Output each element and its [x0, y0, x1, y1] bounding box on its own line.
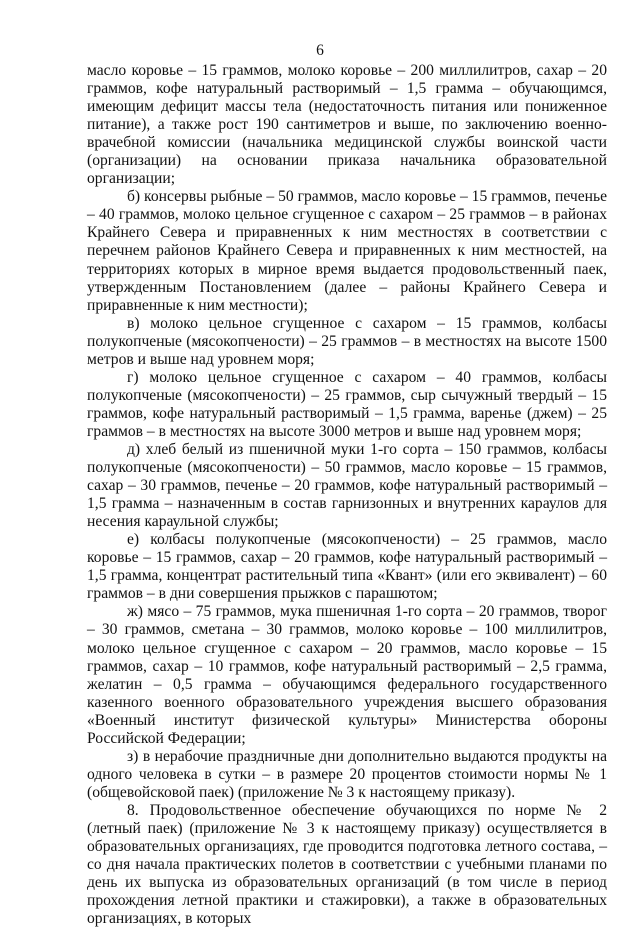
document-body: [87, 62, 607, 928]
paragraph-item-zh: ж) мясо – 75 граммов, мука пшеничная 1-го сорта – 20 граммов, творог – 30 граммов, сметана – 30 граммов, молоко коровье – 100 миллилитров, молоко цельное сгущенное с сахаром – 20 граммов, масло коровье – 15 граммов, сахар – 10 граммов, кофе натуральный растворимый – 2,5 грамма, желатин – 0,5 грамма – обучающимся федерального государственного казенного военного образовательного учреждения высшего образования «Военный институт физической культуры» Министерства обороны Российской Федерации;: [87, 603, 607, 747]
paragraph-item-g: г) молоко цельное сгущенное с сахаром – 40 граммов, колбасы полукопченые (мясокопчености) – 25 граммов, сыр сычужный твердый – 15 граммов, кофе натуральный растворимый – 1,5 грамма, варенье (джем) – 25 граммов – в местностях на высоте 3000 метров и выше над уровнем моря;: [87, 368, 607, 440]
paragraph-item-z: з) в нерабочие праздничные дни дополнительно выдаются продукты на одного человека в сутки – в размере 20 процентов стоимости нормы № 1 (общевойсковой паек) (приложение № 3 к настоящему приказу).: [87, 747, 607, 801]
page-number: 6: [316, 42, 324, 59]
paragraph-continuation: масло коровье – 15 граммов, молоко коровье – 200 миллилитров, сахар – 20 граммов, кофе натуральный растворимый – 1,5 грамма – обучающимся, имеющим дефицит массы тела (недостаточность питания или пониженное питание), а также рост 190 сантиметров и выше, по заключению военно-врачебной комиссии (начальника медицинской службы воинской части (организации) на основании приказа начальника образовательной организации;: [87, 62, 607, 188]
paragraph-section-8: 8. Продовольственное обеспечение обучающихся по норме № 2 (летный паек) (приложение № 3 к настоящему приказу) осуществляется в образовательных организациях, где проводится подготовка летного состава, – со дня начала практических полетов в соответствии с учебными планами по день их выпуска из образовательных организаций (в том числе в период прохождения летной практики и стажировки), а также в образовательных организациях, в которых: [87, 801, 607, 928]
paragraph-item-d: д) хлеб белый из пшеничной муки 1-го сорта – 150 граммов, колбасы полукопченые (мясокопчености) – 50 граммов, масло коровье – 15 граммов, сахар – 30 граммов, печенье – 20 граммов, кофе натуральный растворимый – 1,5 грамма – назначенным в состав гарнизонных и внутренних караулов для несения караульной службы;: [87, 440, 607, 531]
paragraph-item-b: б) консервы рыбные – 50 граммов, масло коровье – 15 граммов, печенье – 40 граммов, молоко цельное сгущенное с сахаром – 25 граммов – в районах Крайнего Севера и приравненных к ним местностях в соответствии с перечнем районов Крайнего Севера и приравненных к ним местностей, на территориях которых в мирное время выдается продовольственный паек, утвержденным Постановлением (далее – районы Крайнего Севера и приравненные к ним местности);: [87, 188, 607, 314]
paragraph-item-e: е) колбасы полукопченые (мясокопчености) – 25 граммов, масло коровье – 15 граммов, сахар – 20 граммов, кофе натуральный растворимый – 1,5 грамма, концентрат растительный типа «Квант» (или его эквивалент) – 60 граммов – в дни совершения прыжков с парашютом;: [87, 531, 607, 603]
paragraph-item-v: в) молоко цельное сгущенное с сахаром – 15 граммов, колбасы полукопченые (мясокопчености) – 25 граммов – в местностях на высоте 1500 метров и выше над уровнем моря;: [87, 314, 607, 368]
